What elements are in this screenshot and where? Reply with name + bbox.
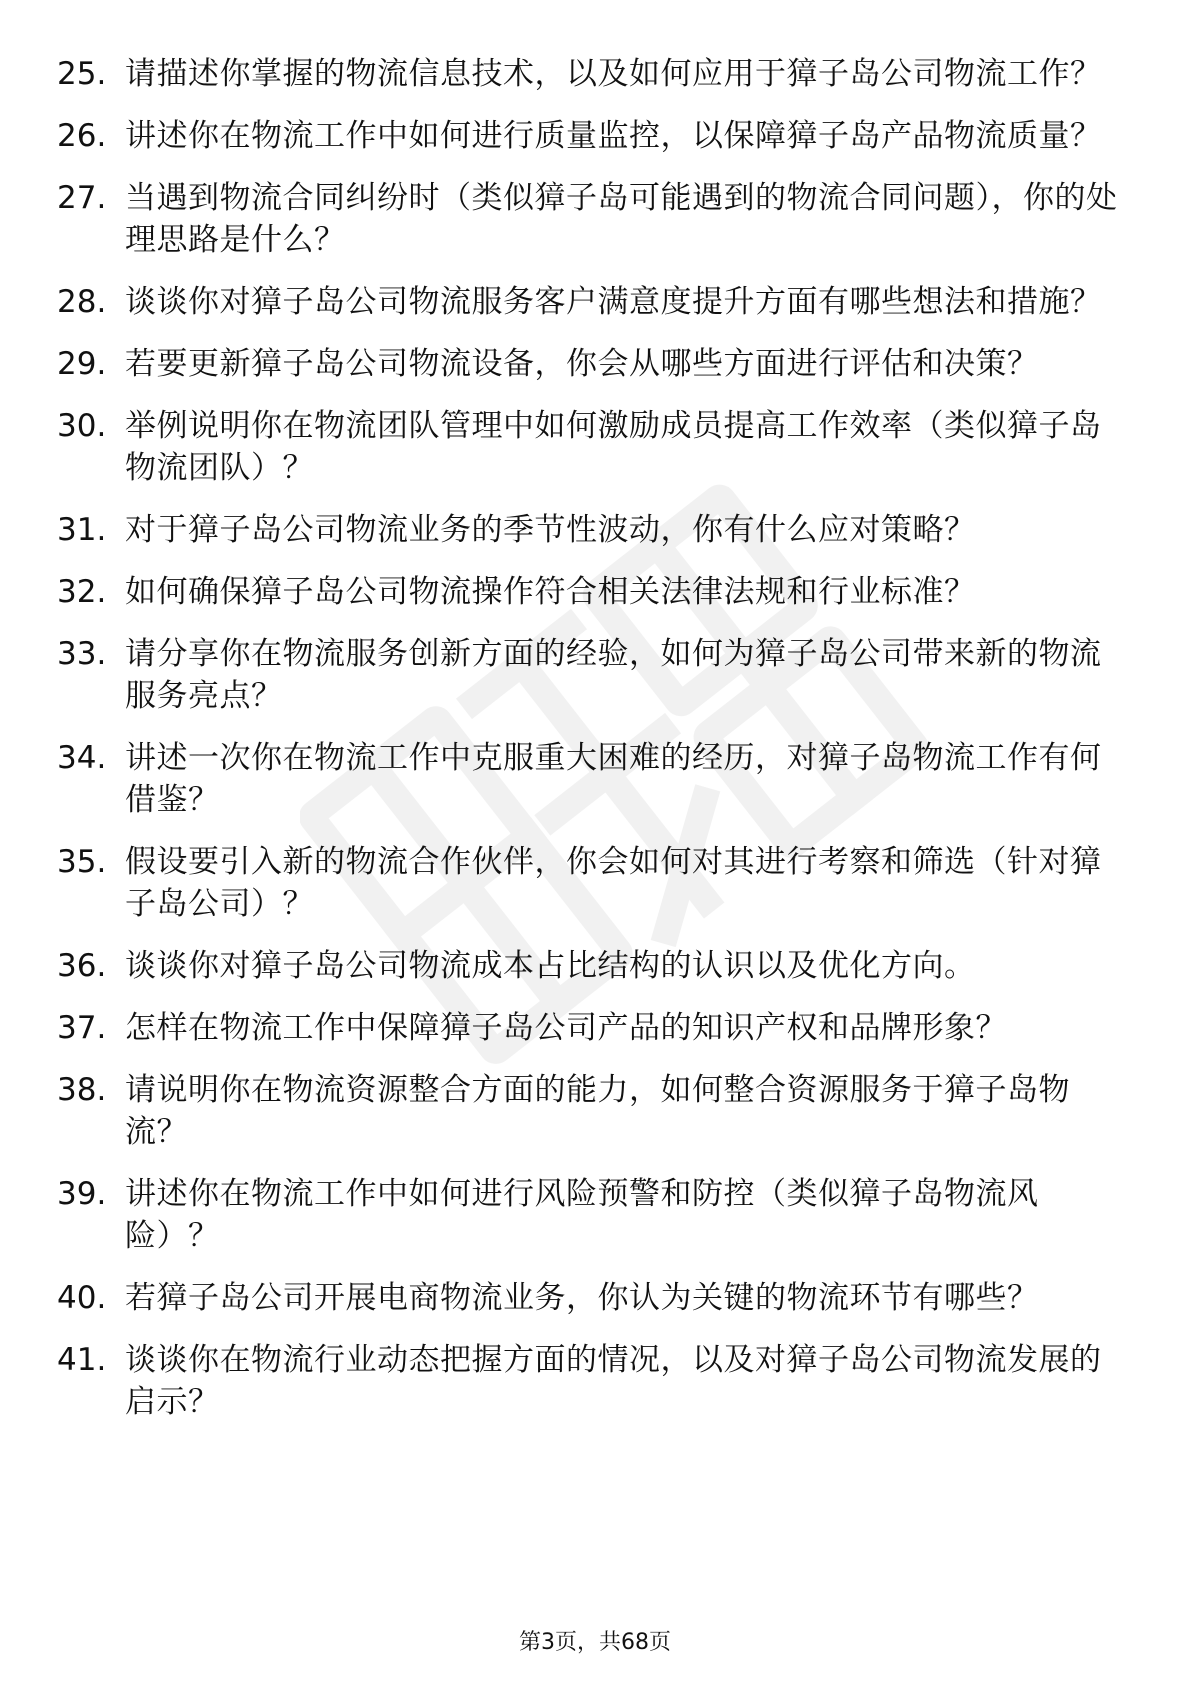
question-number: 27. (57, 180, 107, 216)
question-number: 39. (57, 1176, 107, 1212)
question-text: 当遇到物流合同纠纷时（类似獐子岛可能遇到的物流合同问题），你的处理思路是什么？ (125, 180, 1118, 258)
question-item (57, 1277, 1127, 1319)
question-number: 28. (57, 284, 107, 320)
question-text: 举例说明你在物流团队管理中如何激励成员提高工作效率（类似獐子岛物流团队）？ (125, 408, 1102, 486)
page-footer: 第3页，共68页 (519, 1630, 671, 1655)
question-text: 谈谈你对獐子岛公司物流成本占比结构的认识以及优化方向。 (125, 948, 976, 984)
question-item (57, 737, 1127, 821)
question-text: 讲述你在物流工作中如何进行质量监控，以保障獐子岛产品物流质量？ (125, 118, 1102, 154)
question-text: 请说明你在物流资源整合方面的能力，如何整合资源服务于獐子岛物流？ (125, 1072, 1070, 1150)
question-item (57, 281, 1127, 323)
question-number: 32. (57, 574, 107, 610)
question-item (57, 633, 1127, 717)
question-number: 31. (57, 512, 107, 548)
question-item (57, 1339, 1127, 1423)
question-item (57, 509, 1127, 551)
question-number: 40. (57, 1280, 107, 1316)
question-text: 谈谈你对獐子岛公司物流服务客户满意度提升方面有哪些想法和措施？ (125, 284, 1102, 320)
question-number: 36. (57, 948, 107, 984)
question-item (57, 343, 1127, 385)
question-text: 假设要引入新的物流合作伙伴，你会如何对其进行考察和筛选（针对獐子岛公司）？ (125, 844, 1102, 922)
question-item (57, 571, 1127, 613)
question-text: 请描述你掌握的物流信息技术，以及如何应用于獐子岛公司物流工作？ (125, 56, 1102, 92)
question-item (57, 177, 1127, 261)
question-text: 讲述一次你在物流工作中克服重大困难的经历，对獐子岛物流工作有何借鉴？ (125, 740, 1102, 818)
question-number: 30. (57, 408, 107, 444)
question-text: 请分享你在物流服务创新方面的经验，如何为獐子岛公司带来新的物流服务亮点？ (125, 636, 1102, 714)
question-text: 怎样在物流工作中保障獐子岛公司产品的知识产权和品牌形象？ (125, 1010, 1007, 1046)
question-number: 26. (57, 118, 107, 154)
question-number: 35. (57, 844, 107, 880)
question-text: 谈谈你在物流行业动态把握方面的情况，以及对獐子岛公司物流发展的启示？ (125, 1342, 1102, 1420)
question-number: 29. (57, 346, 107, 382)
question-list (57, 53, 1127, 1443)
question-item (57, 115, 1127, 157)
question-number: 34. (57, 740, 107, 776)
question-text: 对于獐子岛公司物流业务的季节性波动，你有什么应对策略？ (125, 512, 976, 548)
question-number: 38. (57, 1072, 107, 1108)
question-number: 37. (57, 1010, 107, 1046)
question-text: 讲述你在物流工作中如何进行风险预警和防控（类似獐子岛物流风险）？ (125, 1176, 1039, 1254)
question-text: 若要更新獐子岛公司物流设备，你会从哪些方面进行评估和决策？ (125, 346, 1039, 382)
question-item (57, 53, 1127, 95)
question-item (57, 1173, 1127, 1257)
question-number: 33. (57, 636, 107, 672)
question-item (57, 405, 1127, 489)
question-text: 若獐子岛公司开展电商物流业务，你认为关键的物流环节有哪些？ (125, 1280, 1039, 1316)
question-number: 41. (57, 1342, 107, 1378)
question-number: 25. (57, 56, 107, 92)
question-item (57, 945, 1127, 987)
question-item (57, 1069, 1127, 1153)
question-item (57, 841, 1127, 925)
question-text: 如何确保獐子岛公司物流操作符合相关法律法规和行业标准？ (125, 574, 976, 610)
question-item (57, 1007, 1127, 1049)
